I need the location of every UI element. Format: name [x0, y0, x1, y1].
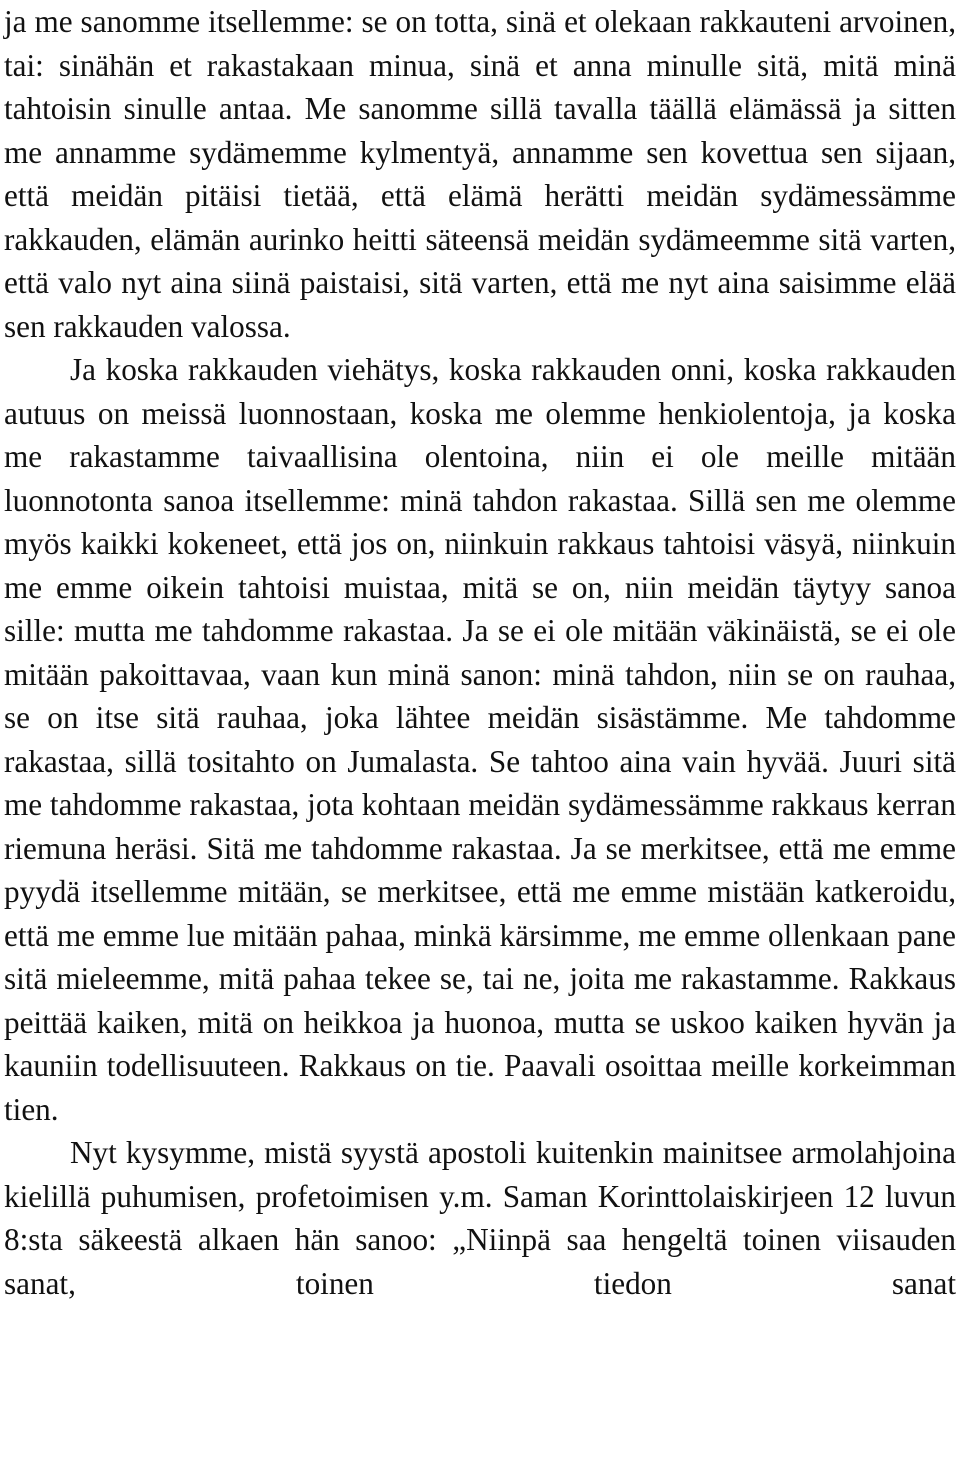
- document-page: [4, 0, 956, 1305]
- paragraph-3: Nyt kysymme, mistä syystä apostoli kuitenkin mainitsee armolahjoina kielillä puhumisen, profetoimisen y.m. Saman Korinttolaiskirjeen 12 luvun 8:sta säkeestä alkaen hän sanoo: „Niinpä saa hengeltä toinen viisauden sanat, toinen tiedon sanat: [4, 1135, 956, 1301]
- paragraph-1: ja me sanomme itsellemme: se on totta, sinä et olekaan rakkauteni arvoinen, tai: sinähän et rakastakaan minua, sinä et anna minulle sitä, mitä minä tahtoisin sinulle antaa. Me sanomme sillä tavalla täällä elämässä ja sitten me annamme sydämemme kylmentyä, annamme sen kovettua sen sijaan, että meidän pitäisi tietää, että elämä herätti meidän sydämessämme rakkauden, elämän aurinko heitti säteensä meidän sydämeemme sitä varten, että valo nyt aina siinä paistaisi, sitä varten, että me nyt aina saisimme elää sen rakkauden valossa.: [4, 4, 956, 344]
- paragraph-2: Ja koska rakkauden viehätys, koska rakkauden onni, koska rakkauden autuus on meissä luonnostaan, koska me olemme henkiolentoja, ja koska me rakastamme taivaallisina olentoina, niin ei ole meille mitään luonnotonta sanoa itsellemme: minä tahdon rakastaa. Sillä sen me olemme myös kaikki kokeneet, että jos on, niinkuin rakkaus tahtoisi väsyä, niinkuin me emme oikein tahtoisi muistaa, mitä se on, niin meidän täytyy sanoa sille: mutta me tahdomme rakastaa. Ja se ei ole mitään väkinäistä, se ei ole mitään pakoittavaa, vaan kun minä sanon: minä tahdon, niin se on rauhaa, se on itse sitä rauhaa, joka lähtee meidän sisästämme. Me tahdomme rakastaa, sillä tositahto on Jumalasta. Se tahtoo aina vain hyvää. Juuri sitä me tahdomme rakastaa, jota kohtaan meidän sydämessämme rakkaus kerran riemuna heräsi. Sitä me tahdomme rakastaa. Ja se merkitsee, että me emme pyydä itsellemme mitään, se merkitsee, että me emme mistään katkeroidu, että me emme lue mitään pahaa, minkä kärsimme, me emme ollenkaan pane sitä mieleemme, mitä pahaa tekee se, tai ne, joita me rakastamme. Rakkaus peittää kaiken, mitä on heikkoa ja huonoa, mutta se uskoo kaiken hyvän ja kauniin todellisuuteen. Rakkaus on tie. Paavali osoittaa meille korkeimman tien.: [4, 352, 956, 1127]
